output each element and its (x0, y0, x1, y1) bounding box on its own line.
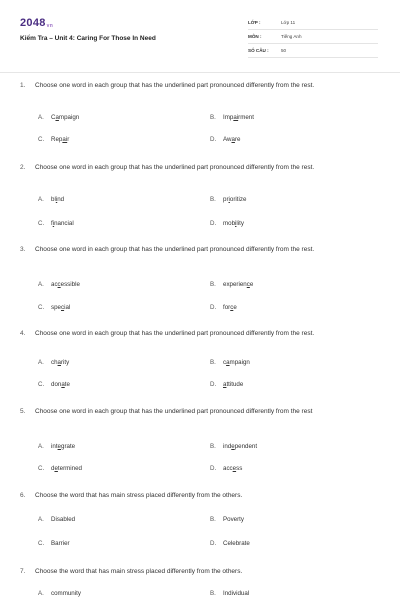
answer-option-d[interactable] (210, 465, 242, 472)
answer-option-a[interactable] (38, 516, 75, 523)
answer-option-b[interactable] (210, 359, 250, 366)
answer-option-c[interactable] (38, 136, 69, 143)
word-part: te (64, 381, 70, 388)
word-part: ttitude (226, 381, 244, 388)
option-letter: D. (210, 220, 217, 227)
word-part: Barrier (51, 540, 70, 547)
option-letter: D. (210, 540, 217, 547)
option-letter: D. (210, 465, 217, 472)
question-number: 5. (20, 408, 26, 415)
underlined-part: a (223, 381, 227, 388)
question-stem (20, 162, 380, 173)
word-part: essible (60, 281, 80, 288)
underlined-part: a (57, 359, 61, 366)
underlined-part: c (246, 281, 250, 288)
option-letter: A. (38, 359, 44, 366)
word-part: c (223, 359, 227, 366)
question-text: Choose one word in each group that has the underlined part pronounced differently from the rest. (35, 82, 315, 89)
word-part: for (223, 304, 231, 311)
answer-option-d[interactable] (210, 304, 237, 311)
option-letter: D. (210, 304, 217, 311)
word-part: e (233, 304, 237, 311)
question-stem (20, 80, 380, 91)
word-part: oritize (229, 196, 247, 203)
question-stem (20, 406, 380, 417)
option-word (51, 443, 75, 450)
option-word (223, 590, 249, 597)
word-part: ac (51, 281, 58, 288)
option-word (223, 540, 250, 547)
word-part: Celebrate (223, 540, 250, 547)
word-part: int (51, 443, 58, 450)
answer-option-b[interactable] (210, 590, 249, 597)
option-word (223, 516, 244, 523)
option-word (223, 465, 242, 472)
option-word (223, 281, 253, 288)
option-letter: C. (38, 136, 45, 143)
option-word (51, 381, 70, 388)
word-part: termined (57, 465, 82, 472)
option-word (223, 136, 240, 143)
answer-option-b[interactable] (210, 443, 257, 450)
meta-label: SỐ CÂU : (248, 48, 269, 53)
underlined-part: c (57, 281, 61, 288)
answer-option-b[interactable] (210, 281, 253, 288)
question-number: 3. (20, 246, 26, 253)
option-word (51, 114, 79, 121)
answer-option-c[interactable] (38, 381, 70, 388)
question-stem (20, 490, 380, 501)
question-text: Choose one word in each group that has the underlined part pronounced differently from the rest (35, 408, 313, 415)
underlined-part: e (231, 443, 235, 450)
meta-label: MÔN : (248, 34, 262, 39)
answer-option-c[interactable] (38, 304, 70, 311)
underlined-part: e (57, 443, 61, 450)
word-part: experien (223, 281, 247, 288)
option-letter: A. (38, 281, 44, 288)
question-number: 7. (20, 568, 26, 575)
underlined-part: i (55, 196, 58, 203)
question-2 (20, 162, 380, 173)
answer-option-d[interactable] (210, 220, 244, 227)
word-part: don (51, 381, 62, 388)
answer-option-c[interactable] (38, 220, 74, 227)
question-7 (20, 566, 380, 577)
option-letter: C. (38, 220, 45, 227)
option-letter: D. (210, 136, 217, 143)
option-word (223, 196, 246, 203)
answer-option-b[interactable] (210, 196, 246, 203)
word-part: Aw (223, 136, 232, 143)
word-part: C (51, 114, 56, 121)
option-word (223, 381, 243, 388)
question-4 (20, 328, 380, 339)
underlined-part: a (61, 381, 65, 388)
word-part: r (67, 136, 70, 143)
underlined-part: c (230, 304, 234, 311)
option-word (223, 304, 237, 311)
question-number: 4. (20, 330, 26, 337)
word-part: f (51, 220, 53, 227)
question-stem (20, 244, 380, 255)
page-title: Kiểm Tra – Unit 4: Caring For Those In Need (20, 35, 156, 42)
question-text: Choose the word that has main stress placed differently from the others. (35, 568, 243, 575)
underlined-part: i (228, 196, 230, 203)
word-part: bl (51, 196, 56, 203)
underlined-part: a (55, 114, 59, 121)
meta-info (248, 16, 378, 58)
answer-option-a[interactable] (38, 114, 79, 121)
answer-option-b[interactable] (210, 114, 254, 121)
option-word (51, 590, 81, 597)
word-part: pr (223, 196, 229, 203)
option-letter: C. (38, 304, 45, 311)
meta-value: Lớp 11 (281, 20, 296, 25)
word-part: Individual (223, 590, 250, 597)
option-word (51, 359, 69, 366)
underlined-part: i (235, 220, 237, 227)
option-letter: A. (38, 114, 44, 121)
answer-option-c[interactable] (38, 465, 82, 472)
option-letter: B. (210, 281, 216, 288)
option-letter: A. (38, 196, 44, 203)
option-letter: A. (38, 516, 44, 523)
answer-option-d[interactable] (210, 136, 240, 143)
option-letter: C. (38, 465, 45, 472)
word-part: acc (223, 465, 233, 472)
option-word (223, 220, 244, 227)
underlined-part: e (54, 465, 58, 472)
underlined-part: ai (233, 114, 239, 121)
question-1 (20, 80, 380, 91)
question-5 (20, 406, 380, 417)
word-part: rment (238, 114, 254, 121)
meta-row-subject (248, 30, 378, 44)
question-number: 1. (20, 82, 26, 89)
question-stem (20, 328, 380, 339)
option-letter: C. (38, 540, 45, 547)
option-letter: B. (210, 196, 216, 203)
answer-option-a[interactable] (38, 359, 69, 366)
underlined-part: a (226, 359, 230, 366)
option-word (51, 281, 80, 288)
option-word (223, 359, 250, 366)
option-word (51, 196, 64, 203)
word-part: Rep (51, 136, 63, 143)
answer-option-b[interactable] (210, 516, 244, 523)
underlined-part: ai (62, 136, 68, 143)
question-text: Choose one word in each group that has the underlined part pronounced differently from the rest. (35, 330, 315, 337)
option-word (51, 304, 70, 311)
meta-label: LỚP : (248, 20, 261, 25)
meta-value: 50 (281, 48, 287, 53)
word-part: mpaign (229, 359, 250, 366)
question-stem (20, 566, 380, 577)
question-6 (20, 490, 380, 501)
option-letter: B. (210, 516, 216, 523)
word-part: grate (61, 443, 76, 450)
answer-option-a[interactable] (38, 443, 75, 450)
answer-option-d[interactable] (210, 381, 243, 388)
word-part: Disabled (51, 516, 76, 523)
meta-value: Tiếng Anh (281, 34, 302, 39)
option-letter: B. (210, 114, 216, 121)
answer-option-a[interactable] (38, 281, 80, 288)
option-word (51, 540, 70, 547)
word-part: re (234, 136, 241, 143)
answer-option-a[interactable] (38, 590, 81, 597)
underlined-part: c (60, 304, 65, 311)
word-part: ind (223, 443, 232, 450)
question-text: Choose one word in each group that has the underlined part pronounced differently from the rest. (35, 164, 315, 171)
option-word (223, 443, 257, 450)
word-part: lity (236, 220, 244, 227)
answer-option-c[interactable] (38, 540, 70, 547)
word-part: spe (51, 304, 61, 311)
option-word (223, 114, 254, 121)
word-part: ial (64, 304, 71, 311)
word-part: ss (236, 465, 243, 472)
option-letter: B. (210, 590, 216, 597)
meta-row-class (248, 16, 378, 30)
word-part: Poverty (223, 516, 244, 523)
answer-option-a[interactable] (38, 196, 64, 203)
question-text: Choose one word in each group that has the underlined part pronounced differently from the rest. (35, 246, 315, 253)
word-part: mob (223, 220, 236, 227)
underlined-part: e (232, 465, 237, 472)
option-letter: A. (38, 590, 44, 597)
word-part: nd (57, 196, 65, 203)
word-part: pendent (234, 443, 258, 450)
option-letter: D. (210, 381, 217, 388)
word-part: Imp (223, 114, 234, 121)
question-number: 2. (20, 164, 26, 171)
header-divider (0, 72, 400, 73)
option-word (51, 465, 82, 472)
word-part: nancial (54, 220, 74, 227)
site-logo[interactable]: $2048_{vn}$ (20, 17, 54, 29)
option-word (51, 136, 69, 143)
word-part: mpaign (58, 114, 80, 121)
option-letter: A. (38, 443, 44, 450)
option-letter: C. (38, 381, 45, 388)
meta-row-count (248, 44, 378, 58)
underlined-part: a (231, 136, 235, 143)
header (0, 0, 400, 72)
underlined-part: i (52, 220, 55, 227)
question-text: Choose the word that has main stress placed differently from the others. (35, 492, 243, 499)
option-word (51, 516, 75, 523)
option-letter: B. (210, 359, 216, 366)
word-part: rity (61, 359, 70, 366)
answer-option-d[interactable] (210, 540, 250, 547)
option-letter: B. (210, 443, 216, 450)
word-part: d (51, 465, 55, 472)
word-part: community (51, 590, 81, 597)
question-3 (20, 244, 380, 255)
question-number: 6. (20, 492, 26, 499)
word-part: e (249, 281, 254, 288)
option-word (51, 220, 74, 227)
word-part: ch (51, 359, 58, 366)
